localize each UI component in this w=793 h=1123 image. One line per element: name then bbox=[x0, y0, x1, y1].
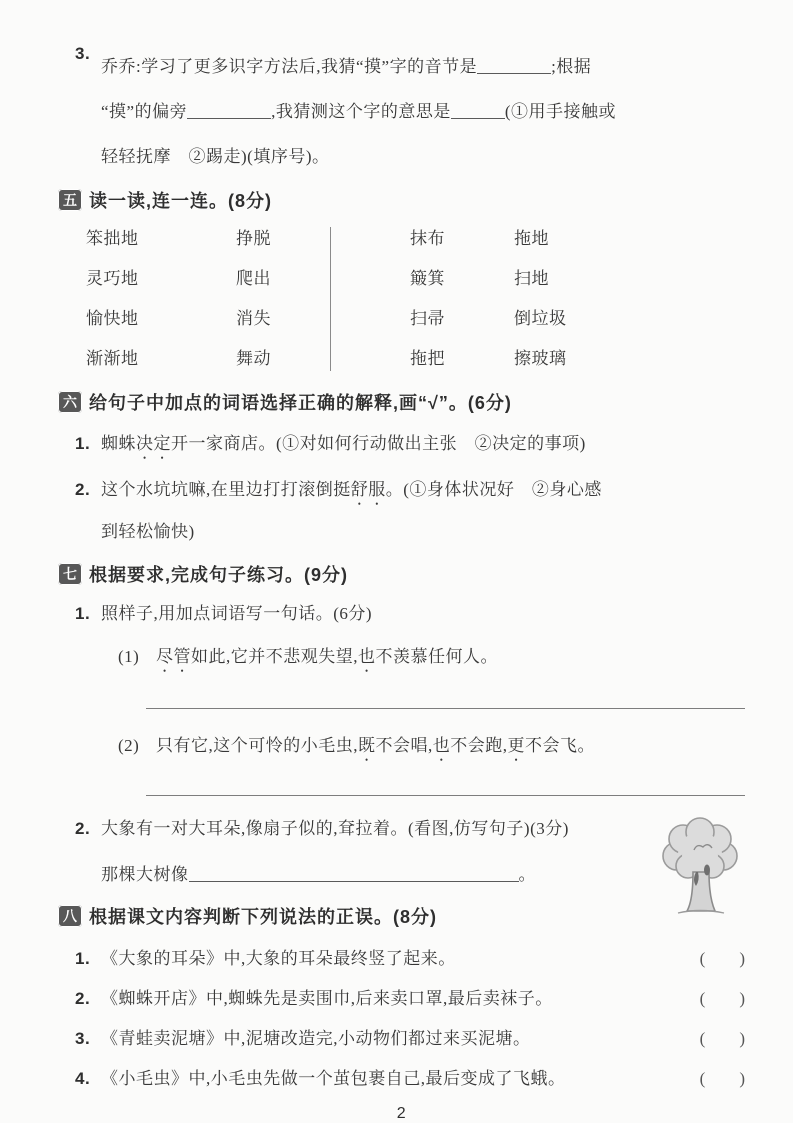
matching-exercise bbox=[86, 219, 745, 379]
item-number: 4. bbox=[75, 1069, 91, 1088]
answer-parentheses: ( ) bbox=[699, 949, 745, 968]
question-number: 3. bbox=[75, 44, 91, 63]
blank-line bbox=[187, 105, 271, 119]
section-7-item-1: 1. 照样子,用加点词语写一句话。(6分) bbox=[75, 599, 745, 629]
section-8-title: 根据课文内容判断下列说法的正误。(8分) bbox=[89, 907, 437, 927]
section-6-icon: 六 bbox=[58, 391, 82, 413]
match-word: 倒垃圾 bbox=[514, 309, 567, 328]
answer-parentheses: ( ) bbox=[699, 1029, 745, 1048]
true-false-item: 2. 《蜘蛛开店》中,蜘蛛先是卖围巾,后来卖口罩,最后卖袜子。 ( ) bbox=[75, 979, 745, 1019]
item-number: 2. bbox=[75, 480, 91, 499]
section-7-header bbox=[58, 561, 745, 587]
tree-illustration bbox=[650, 814, 750, 918]
answer-line bbox=[146, 795, 745, 796]
match-word: 扫帚 bbox=[410, 309, 445, 328]
fill-in-sentence: 那棵大树像 。 bbox=[101, 865, 536, 884]
match-word: 簸箕 bbox=[410, 269, 445, 288]
section-7-title: 根据要求,完成句子练习。(9分) bbox=[89, 565, 348, 585]
page-number: 2 bbox=[396, 1105, 407, 1122]
match-word: 愉快地 bbox=[86, 309, 139, 328]
item-number: 1. bbox=[75, 604, 91, 623]
match-word: 渐渐地 bbox=[86, 349, 139, 368]
true-false-list bbox=[75, 939, 745, 1099]
sub-item-number: (1) bbox=[118, 647, 140, 666]
section-6-item-1: 1. 蜘蛛决定开一家商店。(①对如何行动做出主张 ②决定的事项) bbox=[75, 427, 745, 463]
section-8-icon: 八 bbox=[58, 905, 82, 927]
question-3-line-3: 轻轻抚摩 ②踢走)(填序号)。 bbox=[101, 147, 330, 166]
match-word: 挣脱 bbox=[236, 229, 271, 248]
match-word: 抹布 bbox=[410, 229, 445, 248]
blank-line bbox=[451, 105, 505, 119]
section-8-header bbox=[58, 903, 745, 929]
item-number: 2. bbox=[75, 989, 91, 1008]
section-6-title: 给句子中加点的词语选择正确的解释,画“√”。(6分) bbox=[89, 393, 512, 413]
section-7-sub-1: (1) 尽管如此,它并不悲观失望,也不羡慕任何人。 bbox=[118, 642, 745, 676]
match-word: 爬出 bbox=[236, 269, 271, 288]
true-false-item: 1. 《大象的耳朵》中,大象的耳朵最终竖了起来。 ( ) bbox=[75, 939, 745, 979]
emphasized-word: 也 bbox=[432, 736, 451, 755]
section-7-item-2: 2. 大象有一对大耳朵,像扇子似的,耷拉着。(看图,仿写句子)(3分) 那棵大树像 。 bbox=[75, 813, 745, 891]
emphasized-word: 舒服 bbox=[350, 480, 386, 499]
match-word: 扫地 bbox=[514, 269, 549, 288]
match-word: 笨拙地 bbox=[86, 229, 139, 248]
item-number: 1. bbox=[75, 949, 91, 968]
match-word: 消失 bbox=[236, 309, 271, 328]
true-false-item: 3. 《青蛙卖泥塘》中,泥塘改造完,小动物们都过来买泥塘。 ( ) bbox=[75, 1019, 745, 1059]
section-5-title: 读一读,连一连。(8分) bbox=[89, 191, 272, 211]
emphasized-word: 尽管 bbox=[156, 647, 191, 666]
matching-divider bbox=[330, 227, 331, 371]
section-6-item-2: 2. 这个水坑坑嘛,在里边打打滚倒挺舒服。(①身体状况好 ②身心感 到轻松愉快) bbox=[75, 469, 745, 553]
sub-item-number: (2) bbox=[118, 736, 140, 755]
answer-parentheses: ( ) bbox=[699, 989, 745, 1008]
question-3 bbox=[75, 44, 745, 179]
match-word: 灵巧地 bbox=[86, 269, 139, 288]
item-number: 1. bbox=[75, 434, 91, 453]
match-word: 舞动 bbox=[236, 349, 271, 368]
true-false-item: 4. 《小毛虫》中,小毛虫先做一个茧包裹自己,最后变成了飞蛾。 ( ) bbox=[75, 1059, 745, 1099]
section-7-sub-2: (2) 只有它,这个可怜的小毛虫,既不会唱,也不会跑,更不会飞。 bbox=[118, 731, 745, 765]
section-7-icon: 七 bbox=[58, 563, 82, 585]
section-6-header bbox=[58, 389, 745, 415]
section-5-header bbox=[58, 187, 745, 213]
item-number: 2. bbox=[75, 819, 91, 838]
match-word: 拖地 bbox=[514, 229, 549, 248]
answer-parentheses: ( ) bbox=[699, 1069, 745, 1088]
emphasized-word: 既 bbox=[358, 736, 376, 755]
item-number: 3. bbox=[75, 1029, 91, 1048]
blank-line bbox=[189, 868, 519, 882]
section-5-icon: 五 bbox=[58, 189, 82, 211]
match-word: 拖把 bbox=[410, 349, 445, 368]
emphasized-word: 决定 bbox=[136, 434, 171, 453]
emphasized-word: 也 bbox=[358, 647, 376, 666]
question-3-line-1: 乔乔:学习了更多识字方法后,我猜“摸”字的音节是 ;根据 bbox=[101, 57, 592, 76]
match-word: 擦玻璃 bbox=[514, 349, 567, 368]
blank-line bbox=[477, 60, 551, 74]
emphasized-word: 更 bbox=[507, 736, 525, 755]
question-3-line-2: “摸”的偏旁 ,我猜测这个字的意思是 (①用手接触或 bbox=[101, 102, 617, 121]
answer-line bbox=[146, 708, 745, 709]
